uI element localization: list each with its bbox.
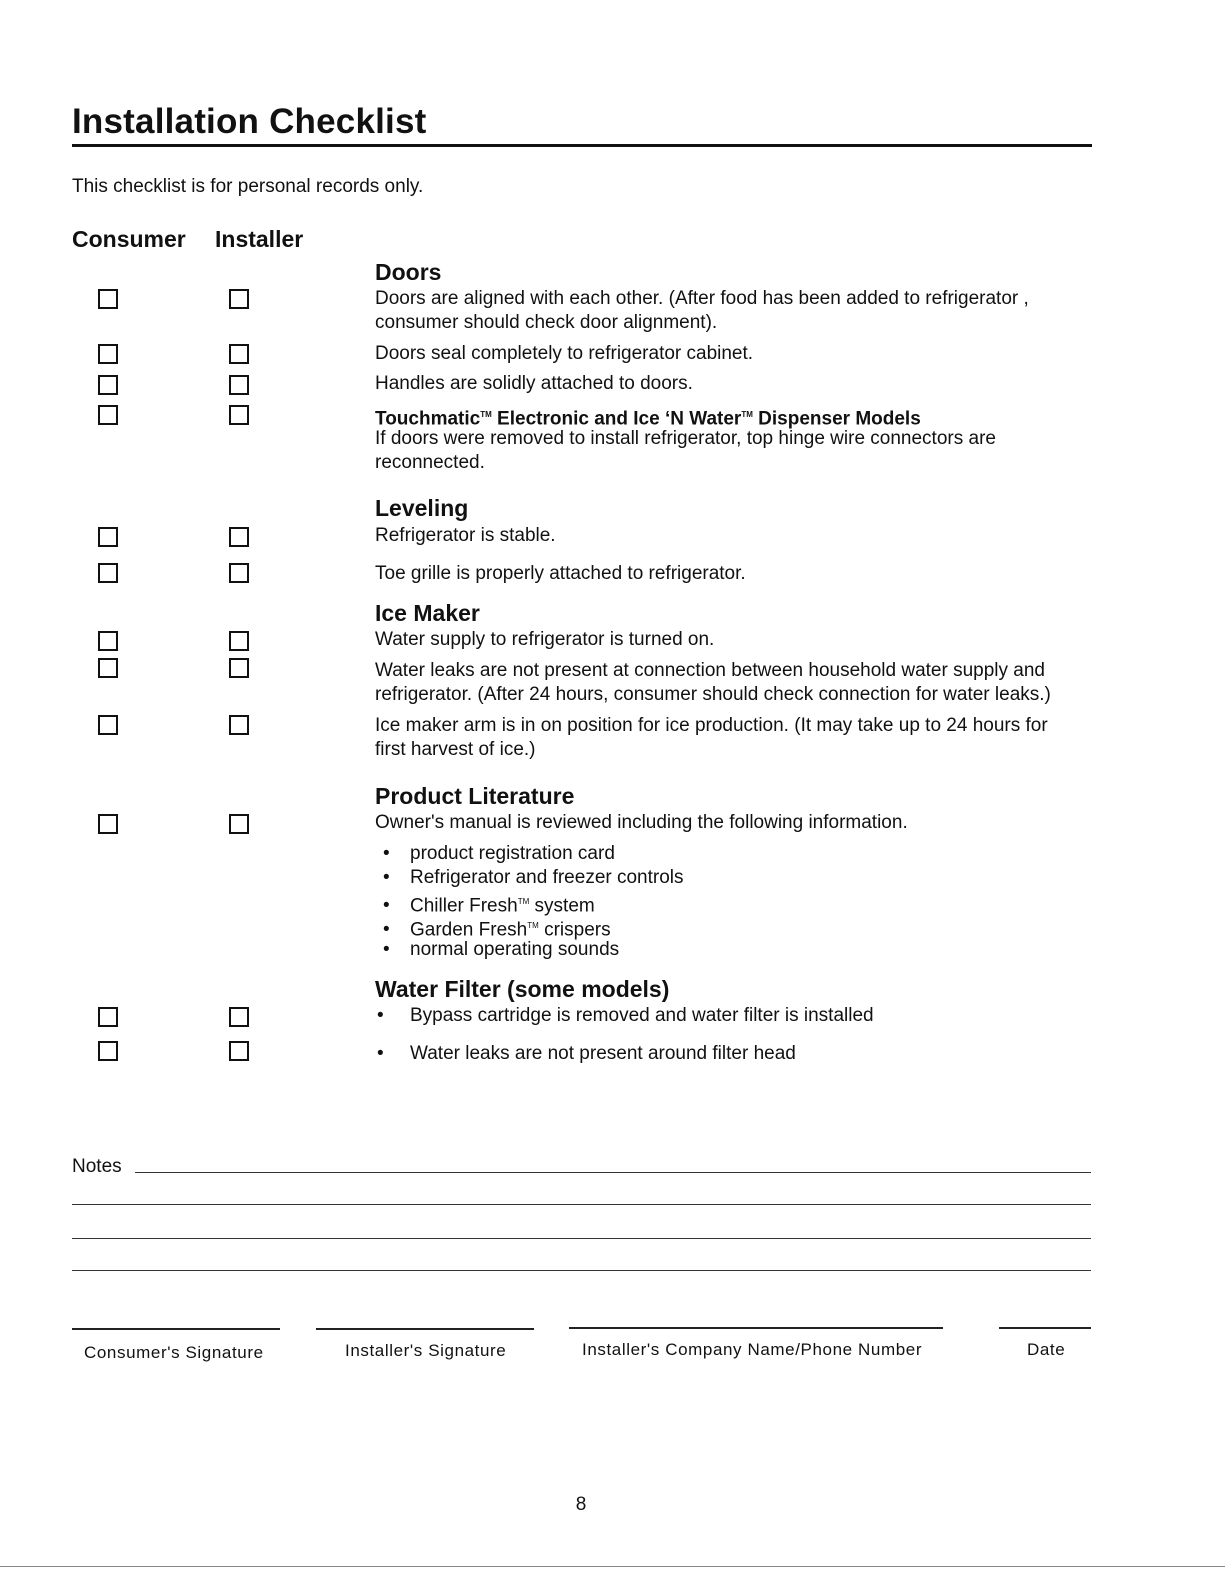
bullet-icon: • — [383, 895, 390, 917]
notes-line-1[interactable] — [135, 1172, 1091, 1173]
installer-checkbox-filter-leaks[interactable] — [229, 1041, 249, 1061]
doors-item-4 — [375, 427, 1085, 475]
doors-item-4-line-2: reconnected. — [375, 452, 485, 473]
bullet-icon: • — [383, 919, 390, 941]
installer-checkbox-hinge-connectors[interactable] — [229, 405, 249, 425]
page-title: Installation Checklist — [72, 100, 1092, 147]
consumer-checkbox-stable[interactable] — [98, 527, 118, 547]
bullet-item: • normal operating sounds — [375, 938, 1085, 962]
installer-column-header: Installer — [215, 226, 304, 252]
company-name-label: Installer's Company Name/Phone Number — [582, 1340, 923, 1359]
bullet-icon: • — [377, 1043, 384, 1064]
ice-maker-item-3-line-1: Ice maker arm is in on position for ice production. (It may take up to 24 hours for — [375, 715, 1048, 736]
installer-checkbox-toe-grille[interactable] — [229, 563, 249, 583]
doors-item-1-line-2: consumer should check door alignment). — [375, 312, 718, 333]
consumer-column-header: Consumer — [72, 226, 186, 252]
section-heading-ice-maker: Ice Maker — [375, 600, 480, 626]
ice-maker-item-3-line-2: first harvest of ice.) — [375, 739, 536, 760]
ice-maker-item-1: Water supply to refrigerator is turned on. — [375, 629, 715, 650]
installer-signature-line[interactable] — [316, 1328, 534, 1330]
section-heading-product-literature: Product Literature — [375, 783, 575, 809]
date-line[interactable] — [999, 1327, 1091, 1329]
bullet-item: • Garden Fresh™ crispers — [375, 914, 1085, 942]
trademark-mark: TM — [480, 410, 492, 419]
trademark-mark: TM — [741, 410, 753, 419]
consumer-checkbox-handles[interactable] — [98, 375, 118, 395]
notes-label: Notes — [72, 1156, 122, 1177]
product-literature-item-1: Owner's manual is reviewed including the following information. — [375, 812, 908, 833]
installer-checkbox-ice-maker-arm[interactable] — [229, 715, 249, 735]
bullet-icon: • — [383, 843, 390, 864]
doors-item-1-line-1: Doors are aligned with each other. (After food has been added to refrigerator , — [375, 288, 1029, 309]
installer-signature-label: Installer's Signature — [345, 1341, 507, 1360]
consumer-checkbox-ice-maker-arm[interactable] — [98, 715, 118, 735]
installer-checkbox-water-leaks[interactable] — [229, 658, 249, 678]
consumer-signature-label: Consumer's Signature — [84, 1343, 264, 1362]
consumer-checkbox-hinge-connectors[interactable] — [98, 405, 118, 425]
consumer-checkbox-water-leaks[interactable] — [98, 658, 118, 678]
notes-line-3[interactable] — [72, 1238, 1091, 1239]
bullet-icon: • — [377, 1005, 384, 1026]
section-heading-water-filter: Water Filter (some models) — [375, 976, 670, 1002]
installer-checkbox-handles[interactable] — [229, 375, 249, 395]
trademark-mark: TM — [527, 921, 539, 930]
consumer-checkbox-doors-seal[interactable] — [98, 344, 118, 364]
bullet-icon: • — [383, 867, 390, 888]
leveling-item-2: Toe grille is properly attached to refrigerator. — [375, 563, 746, 584]
sub-ice-n-water: Electronic and Ice ‘N Water — [491, 408, 742, 430]
water-filter-item-1: • Bypass cartridge is removed and water filter is installed — [377, 1005, 874, 1026]
date-label: Date — [1027, 1340, 1066, 1359]
installer-checkbox-doors-seal[interactable] — [229, 344, 249, 364]
doors-item-3: Handles are solidly attached to doors. — [375, 373, 693, 394]
notes-line-4[interactable] — [72, 1270, 1091, 1271]
ice-maker-item-3 — [375, 714, 1085, 762]
installer-checkbox-doors-aligned[interactable] — [229, 289, 249, 309]
water-filter-item-2: • Water leaks are not present around filter head — [377, 1043, 796, 1064]
bullet-icon: • — [383, 939, 390, 960]
bullet-item: • Refrigerator and freezer controls — [375, 866, 1085, 890]
consumer-checkbox-water-supply[interactable] — [98, 631, 118, 651]
notes-line-2[interactable] — [72, 1204, 1091, 1205]
consumer-checkbox-owners-manual[interactable] — [98, 814, 118, 834]
ice-maker-item-2-line-2: refrigerator. (After 24 hours, consumer should check connection for water leaks.) — [375, 684, 1051, 705]
company-name-line[interactable] — [569, 1327, 943, 1329]
sub-dispenser-models: Dispenser Models — [752, 408, 921, 430]
consumer-checkbox-bypass-cartridge[interactable] — [98, 1007, 118, 1027]
page-bottom-divider — [0, 1566, 1225, 1567]
consumer-signature-line[interactable] — [72, 1328, 280, 1330]
bullet-item: • Chiller Fresh™ system — [375, 890, 1085, 918]
sub-touchmatic: Touchmatic — [375, 408, 481, 430]
ice-maker-item-2-line-1: Water leaks are not present at connection between household water supply and — [375, 660, 1045, 681]
doors-item-1 — [375, 287, 1085, 335]
trademark-mark: TM — [517, 897, 530, 906]
ice-maker-item-2 — [375, 659, 1085, 707]
leveling-item-1: Refrigerator is stable. — [375, 525, 556, 546]
consumer-checkbox-toe-grille[interactable] — [98, 563, 118, 583]
doors-item-2: Doors seal completely to refrigerator cabinet. — [375, 343, 754, 364]
installer-checkbox-water-supply[interactable] — [229, 631, 249, 651]
installer-checkbox-stable[interactable] — [229, 527, 249, 547]
installer-checkbox-owners-manual[interactable] — [229, 814, 249, 834]
page-number: 8 — [575, 1494, 587, 1515]
consumer-checkbox-filter-leaks[interactable] — [98, 1041, 118, 1061]
section-heading-leveling: Leveling — [375, 495, 469, 521]
bullet-item: • product registration card — [375, 842, 1085, 866]
intro-text: This checklist is for personal records only. — [72, 176, 424, 197]
doors-item-4-line-1: If doors were removed to install refrigerator, top hinge wire connectors are — [375, 428, 996, 449]
section-heading-doors: Doors — [375, 259, 442, 285]
consumer-checkbox-doors-aligned[interactable] — [98, 289, 118, 309]
installer-checkbox-bypass-cartridge[interactable] — [229, 1007, 249, 1027]
